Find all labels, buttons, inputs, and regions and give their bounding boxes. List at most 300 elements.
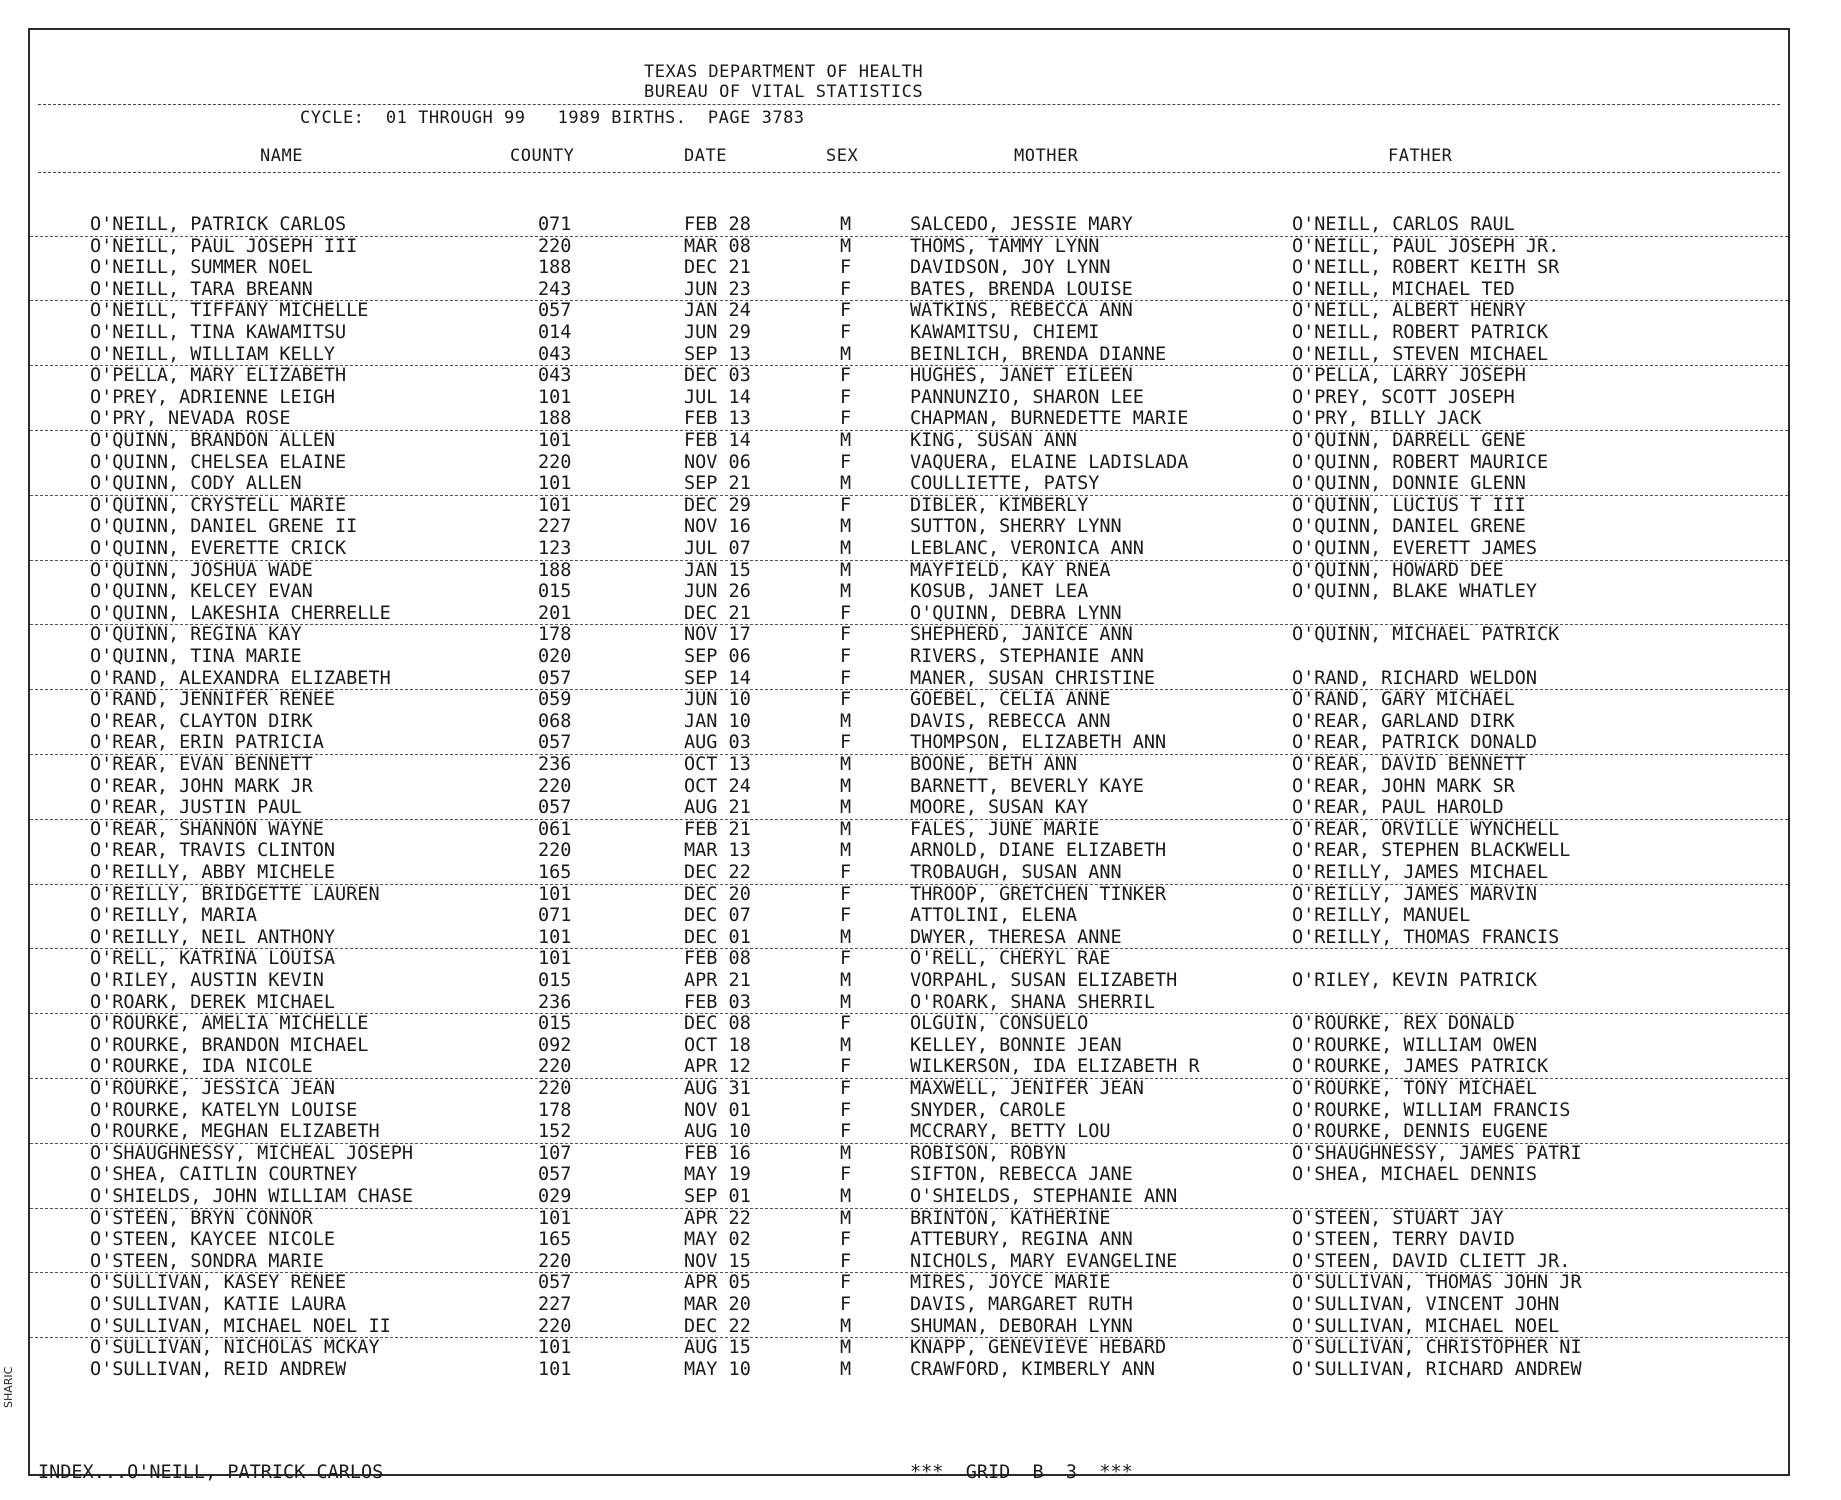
cell-county: 015 xyxy=(538,970,572,991)
table-row xyxy=(30,581,1788,603)
cell-father: O'REAR, PAUL HAROLD xyxy=(1292,797,1504,819)
cell-name: O'QUINN, LAKESHIA CHERRELLE xyxy=(90,602,391,624)
cell-date: DEC 22 xyxy=(684,862,751,883)
cell-date: DEC 21 xyxy=(684,602,751,624)
table-row xyxy=(30,560,1788,582)
table-row xyxy=(30,732,1788,755)
table-row xyxy=(30,603,1788,626)
cell-name: O'REAR, CLAYTON DIRK xyxy=(90,710,313,732)
cell-county: 059 xyxy=(538,689,572,711)
cell-name: O'ROURKE, KATELYN LOUISE xyxy=(90,1099,358,1121)
cell-date: DEC 01 xyxy=(684,926,751,948)
cell-sex: F xyxy=(840,1099,852,1121)
cell-name: O'RILEY, AUSTIN KEVIN xyxy=(90,970,324,991)
table-row xyxy=(30,236,1788,258)
cell-sex: M xyxy=(840,559,852,581)
cell-name: O'NEILL, TINA KAWAMITSU xyxy=(90,322,347,343)
report-frame xyxy=(28,28,1790,1483)
cell-mother: SHEPHERD, JANICE ANN xyxy=(910,624,1133,646)
table-row xyxy=(30,884,1788,906)
cell-date: NOV 16 xyxy=(684,516,751,538)
table-row xyxy=(30,452,1788,474)
cell-father: O'QUINN, DONNIE GLENN xyxy=(1292,473,1526,495)
cell-sex: F xyxy=(840,602,852,624)
cell-mother: MIRES, JOYCE MARIE xyxy=(910,1272,1111,1294)
table-row xyxy=(30,495,1788,517)
cell-mother: ARNOLD, DIANE ELIZABETH xyxy=(910,840,1167,862)
table-row xyxy=(30,322,1788,344)
cell-date: SEP 06 xyxy=(684,646,751,667)
cell-county: 043 xyxy=(538,343,572,365)
cell-mother: KOSUB, JANET LEA xyxy=(910,581,1089,603)
table-row xyxy=(30,1164,1788,1186)
cell-sex: F xyxy=(840,732,852,754)
cell-father: O'REILLY, JAMES MARVIN xyxy=(1292,883,1538,905)
cell-mother: FALES, JUNE MARIE xyxy=(910,818,1100,840)
cell-county: 101 xyxy=(538,948,572,970)
cell-county: 227 xyxy=(538,1294,572,1315)
cell-mother: WILKERSON, IDA ELIZABETH R xyxy=(910,1056,1200,1078)
cell-sex: M xyxy=(840,343,852,365)
cell-mother: DIBLER, KIMBERLY xyxy=(910,494,1089,516)
cell-date: DEC 08 xyxy=(684,1013,751,1035)
cell-county: 101 xyxy=(538,1337,572,1359)
cell-sex: F xyxy=(840,408,852,430)
cell-mother: BARNETT, BEVERLY KAYE xyxy=(910,775,1144,797)
cell-county: 201 xyxy=(538,602,572,624)
cell-name: O'REAR, SHANNON WAYNE xyxy=(90,818,324,840)
cell-date: JUN 10 xyxy=(684,689,751,711)
cell-mother: ATTOLINI, ELENA xyxy=(910,905,1078,927)
cell-father: O'PREY, SCOTT JOSEPH xyxy=(1292,386,1515,408)
cell-county: 057 xyxy=(538,797,572,819)
cell-name: O'SULLIVAN, NICHOLAS MCKAY xyxy=(90,1337,380,1359)
cell-county: 029 xyxy=(538,1186,572,1207)
cell-county: 043 xyxy=(538,365,572,387)
cell-mother: DAVIS, MARGARET RUTH xyxy=(910,1294,1133,1315)
cell-name: O'REILLY, NEIL ANTHONY xyxy=(90,926,336,948)
cell-county: 071 xyxy=(538,905,572,927)
table-row xyxy=(30,840,1788,862)
cell-sex: M xyxy=(840,970,852,991)
cell-name: O'SHAUGHNESSY, MICHEAL JOSEPH xyxy=(90,1142,414,1164)
cell-county: 236 xyxy=(538,754,572,775)
cell-name: O'PRY, NEVADA ROSE xyxy=(90,408,291,430)
cell-county: 188 xyxy=(538,408,572,430)
column-header-county: COUNTY xyxy=(510,146,575,166)
cell-date: FEB 21 xyxy=(684,818,751,840)
cell-name: O'NEILL, SUMMER NOEL xyxy=(90,257,313,279)
cell-county: 220 xyxy=(538,451,572,473)
cell-county: 220 xyxy=(538,840,572,862)
cell-name: O'NEILL, TIFFANY MICHELLE xyxy=(90,300,369,322)
cell-name: O'SHIELDS, JOHN WILLIAM CHASE xyxy=(90,1186,414,1207)
cell-date: AUG 31 xyxy=(684,1078,751,1099)
cell-date: NOV 17 xyxy=(684,624,751,646)
cell-mother: KAWAMITSU, CHIEMI xyxy=(910,322,1100,343)
cell-mother: HUGHES, JANET EILEEN xyxy=(910,365,1133,387)
table-row xyxy=(30,1013,1788,1035)
cell-mother: TROBAUGH, SUSAN ANN xyxy=(910,862,1122,883)
cell-mother: VAQUERA, ELAINE LADISLADA xyxy=(910,451,1189,473)
cell-date: FEB 14 xyxy=(684,430,751,451)
table-row xyxy=(30,1316,1788,1339)
table-row xyxy=(30,538,1788,561)
index-footer: INDEX...O'NEILL, PATRICK CARLOS xyxy=(38,1462,384,1483)
cell-name: O'ROARK, DEREK MICHAEL xyxy=(90,991,336,1013)
column-header-divider xyxy=(38,172,1780,173)
cell-name: O'RAND, ALEXANDRA ELIZABETH xyxy=(90,667,391,689)
cell-name: O'SULLIVAN, REID ANDREW xyxy=(90,1358,347,1380)
cell-father: O'REAR, ORVILLE WYNCHELL xyxy=(1292,818,1560,840)
cell-sex: M xyxy=(840,538,852,559)
cell-father: O'NEILL, ROBERT KEITH SR xyxy=(1292,257,1560,279)
cell-county: 220 xyxy=(538,1315,572,1337)
cell-date: DEC 21 xyxy=(684,257,751,279)
cell-county: 188 xyxy=(538,559,572,581)
cell-sex: F xyxy=(840,1250,852,1272)
cell-date: JUL 07 xyxy=(684,538,751,559)
cell-sex: M xyxy=(840,926,852,948)
cell-sex: F xyxy=(840,883,852,905)
cell-county: 220 xyxy=(538,1078,572,1099)
cell-date: NOV 01 xyxy=(684,1099,751,1121)
cell-father: O'NEILL, PAUL JOSEPH JR. xyxy=(1292,235,1560,257)
cell-sex: M xyxy=(840,1034,852,1056)
cell-date: APR 21 xyxy=(684,970,751,991)
cell-date: DEC 07 xyxy=(684,905,751,927)
cell-date: MAR 08 xyxy=(684,235,751,257)
table-row xyxy=(30,408,1788,431)
cell-name: O'REAR, TRAVIS CLINTON xyxy=(90,840,336,862)
grid-footer: *** GRID B 3 *** xyxy=(910,1462,1133,1483)
cell-county: 178 xyxy=(538,1099,572,1121)
cell-name: O'STEEN, SONDRA MARIE xyxy=(90,1250,324,1272)
table-row xyxy=(30,1251,1788,1274)
cell-father: O'SULLIVAN, CHRISTOPHER NI xyxy=(1292,1337,1582,1359)
cell-county: 101 xyxy=(538,1207,572,1229)
cell-county: 101 xyxy=(538,386,572,408)
cell-mother: VORPAHL, SUSAN ELIZABETH xyxy=(910,970,1178,991)
cell-date: JAN 10 xyxy=(684,710,751,732)
cell-date: AUG 15 xyxy=(684,1337,751,1359)
cell-county: 071 xyxy=(538,214,572,235)
cell-date: JAN 24 xyxy=(684,300,751,322)
cell-mother: THOMS, TAMMY LYNN xyxy=(910,235,1100,257)
cell-name: O'SHEA, CAITLIN COURTNEY xyxy=(90,1164,358,1186)
cell-father: O'REAR, GARLAND DIRK xyxy=(1292,710,1515,732)
cell-date: MAR 20 xyxy=(684,1294,751,1315)
cell-father: O'ROURKE, JAMES PATRICK xyxy=(1292,1056,1549,1078)
cell-father: O'QUINN, HOWARD DEE xyxy=(1292,559,1504,581)
cell-mother: ATTEBURY, REGINA ANN xyxy=(910,1229,1133,1251)
cell-mother: DAVIDSON, JOY LYNN xyxy=(910,257,1111,279)
cell-sex: M xyxy=(840,1315,852,1337)
table-row xyxy=(30,1229,1788,1251)
cell-father: O'REILLY, JAMES MICHAEL xyxy=(1292,862,1549,883)
cell-mother: DWYER, THERESA ANNE xyxy=(910,926,1122,948)
cell-name: O'NEILL, TARA BREANN xyxy=(90,278,313,300)
cell-mother: THOMPSON, ELIZABETH ANN xyxy=(910,732,1167,754)
cell-date: MAY 02 xyxy=(684,1229,751,1251)
cell-father: O'STEEN, DAVID CLIETT JR. xyxy=(1292,1250,1571,1272)
cell-county: 220 xyxy=(538,235,572,257)
cell-father: O'STEEN, TERRY DAVID xyxy=(1292,1229,1515,1251)
cell-sex: F xyxy=(840,386,852,408)
cell-name: O'SULLIVAN, KASEY RENEE xyxy=(90,1272,347,1294)
cell-father: O'QUINN, LUCIUS T III xyxy=(1292,494,1526,516)
cell-sex: M xyxy=(840,754,852,775)
cell-sex: M xyxy=(840,710,852,732)
cell-father: O'RAND, RICHARD WELDON xyxy=(1292,667,1538,689)
cell-father: O'REAR, STEPHEN BLACKWELL xyxy=(1292,840,1571,862)
table-row xyxy=(30,1035,1788,1057)
table-row xyxy=(30,711,1788,733)
cell-sex: F xyxy=(840,322,852,343)
cell-mother: O'QUINN, DEBRA LYNN xyxy=(910,602,1122,624)
cell-sex: M xyxy=(840,1207,852,1229)
table-row xyxy=(30,862,1788,885)
cell-date: DEC 20 xyxy=(684,883,751,905)
cell-name: O'SULLIVAN, KATIE LAURA xyxy=(90,1294,347,1315)
table-row xyxy=(30,365,1788,387)
column-header-date: DATE xyxy=(684,146,727,166)
cell-date: MAR 13 xyxy=(684,840,751,862)
cell-county: 220 xyxy=(538,1250,572,1272)
cell-sex: M xyxy=(840,991,852,1013)
cell-date: FEB 28 xyxy=(684,214,751,235)
cell-sex: M xyxy=(840,430,852,451)
cell-name: O'QUINN, REGINA KAY xyxy=(90,624,302,646)
table-row xyxy=(30,1359,1788,1381)
cell-mother: SHUMAN, DEBORAH LYNN xyxy=(910,1315,1133,1337)
cell-date: JUN 26 xyxy=(684,581,751,603)
cell-father: O'NEILL, ROBERT PATRICK xyxy=(1292,322,1549,343)
cell-father: O'SULLIVAN, VINCENT JOHN xyxy=(1292,1294,1560,1315)
table-row xyxy=(30,776,1788,798)
cell-mother: OLGUIN, CONSUELO xyxy=(910,1013,1089,1035)
column-header-name: NAME xyxy=(260,146,303,166)
header-divider xyxy=(38,104,1780,105)
cell-father: O'QUINN, DANIEL GRENE xyxy=(1292,516,1526,538)
cell-mother: SNYDER, CAROLE xyxy=(910,1099,1066,1121)
cell-name: O'QUINN, TINA MARIE xyxy=(90,646,302,667)
cell-father: O'SHEA, MICHAEL DENNIS xyxy=(1292,1164,1538,1186)
report-subtitle: BUREAU OF VITAL STATISTICS xyxy=(644,82,924,102)
cell-sex: F xyxy=(840,862,852,883)
cell-sex: M xyxy=(840,516,852,538)
cell-father: O'REAR, JOHN MARK SR xyxy=(1292,775,1515,797)
table-row xyxy=(30,1121,1788,1144)
cell-county: 014 xyxy=(538,322,572,343)
cell-date: FEB 16 xyxy=(684,1142,751,1164)
cell-name: O'QUINN, KELCEY EVAN xyxy=(90,581,313,603)
cell-county: 220 xyxy=(538,1056,572,1078)
cell-county: 020 xyxy=(538,646,572,667)
cell-date: JAN 15 xyxy=(684,559,751,581)
cell-county: 015 xyxy=(538,1013,572,1035)
table-row xyxy=(30,1294,1788,1316)
cell-date: JUL 14 xyxy=(684,386,751,408)
cell-date: DEC 03 xyxy=(684,365,751,387)
cell-sex: F xyxy=(840,1078,852,1099)
table-row xyxy=(30,1186,1788,1209)
cell-mother: MCCRARY, BETTY LOU xyxy=(910,1121,1111,1143)
cell-county: 220 xyxy=(538,775,572,797)
cell-name: O'RELL, KATRINA LOUISA xyxy=(90,948,336,970)
cell-date: APR 12 xyxy=(684,1056,751,1078)
cell-sex: M xyxy=(840,775,852,797)
cell-sex: F xyxy=(840,1272,852,1294)
cell-mother: THROOP, GRETCHEN TINKER xyxy=(910,883,1167,905)
cell-father: O'SULLIVAN, RICHARD ANDREW xyxy=(1292,1358,1582,1380)
cell-sex: F xyxy=(840,365,852,387)
cell-mother: KNAPP, GENEVIEVE HEBARD xyxy=(910,1337,1167,1359)
cell-date: AUG 03 xyxy=(684,732,751,754)
cell-name: O'SULLIVAN, MICHAEL NOEL II xyxy=(90,1315,391,1337)
cell-sex: F xyxy=(840,451,852,473)
cell-sex: F xyxy=(840,1164,852,1186)
cell-mother: SUTTON, SHERRY LYNN xyxy=(910,516,1122,538)
table-row xyxy=(30,1272,1788,1294)
cell-mother: NICHOLS, MARY EVANGELINE xyxy=(910,1250,1178,1272)
column-header-mother: MOTHER xyxy=(1014,146,1079,166)
cell-date: FEB 08 xyxy=(684,948,751,970)
cell-name: O'REAR, EVAN BENNETT xyxy=(90,754,313,775)
report-cycle: CYCLE: 01 THROUGH 99 1989 BIRTHS. PAGE 3783 xyxy=(300,108,805,128)
cell-father: O'REILLY, THOMAS FRANCIS xyxy=(1292,926,1560,948)
cell-date: OCT 24 xyxy=(684,775,751,797)
cell-name: O'RAND, JENNIFER RENEE xyxy=(90,689,336,711)
cell-county: 057 xyxy=(538,732,572,754)
cell-mother: SIFTON, REBECCA JANE xyxy=(910,1164,1133,1186)
cell-sex: F xyxy=(840,278,852,300)
cell-date: APR 22 xyxy=(684,1207,751,1229)
cell-sex: M xyxy=(840,840,852,862)
cell-mother: CHAPMAN, BURNEDETTE MARIE xyxy=(910,408,1189,430)
cell-date: NOV 06 xyxy=(684,451,751,473)
cell-mother: RIVERS, STEPHANIE ANN xyxy=(910,646,1144,667)
cell-name: O'ROURKE, IDA NICOLE xyxy=(90,1056,313,1078)
cell-date: FEB 03 xyxy=(684,991,751,1013)
cell-mother: CRAWFORD, KIMBERLY ANN xyxy=(910,1358,1156,1380)
cell-sex: M xyxy=(840,1337,852,1359)
cell-county: 015 xyxy=(538,581,572,603)
cell-mother: MAYFIELD, KAY RNEA xyxy=(910,559,1111,581)
table-row xyxy=(30,905,1788,927)
table-row xyxy=(30,473,1788,496)
cell-father: O'PELLA, LARRY JOSEPH xyxy=(1292,365,1526,387)
cell-county: 101 xyxy=(538,494,572,516)
cell-sex: F xyxy=(840,1013,852,1035)
table-row xyxy=(30,516,1788,538)
cell-date: FEB 13 xyxy=(684,408,751,430)
cell-name: O'NEILL, WILLIAM KELLY xyxy=(90,343,336,365)
table-row xyxy=(30,1078,1788,1100)
cell-father: O'ROURKE, WILLIAM FRANCIS xyxy=(1292,1099,1571,1121)
cell-mother: PANNUNZIO, SHARON LEE xyxy=(910,386,1144,408)
cell-date: AUG 21 xyxy=(684,797,751,819)
cell-name: O'NEILL, PATRICK CARLOS xyxy=(90,214,347,235)
cell-date: AUG 10 xyxy=(684,1121,751,1143)
cell-name: O'QUINN, CODY ALLEN xyxy=(90,473,302,495)
cell-name: O'QUINN, CRYSTELL MARIE xyxy=(90,494,347,516)
cell-date: JUN 23 xyxy=(684,278,751,300)
cell-date: APR 05 xyxy=(684,1272,751,1294)
cell-county: 152 xyxy=(538,1121,572,1143)
cell-sex: M xyxy=(840,235,852,257)
cell-county: 243 xyxy=(538,278,572,300)
cell-mother: BRINTON, KATHERINE xyxy=(910,1207,1111,1229)
cell-name: O'STEEN, KAYCEE NICOLE xyxy=(90,1229,336,1251)
table-row xyxy=(30,430,1788,452)
table-row xyxy=(30,1337,1788,1359)
column-header-father: FATHER xyxy=(1388,146,1453,166)
cell-county: 057 xyxy=(538,300,572,322)
table-row xyxy=(30,1208,1788,1230)
cell-mother: MANER, SUSAN CHRISTINE xyxy=(910,667,1156,689)
cell-mother: WATKINS, REBECCA ANN xyxy=(910,300,1133,322)
cell-sex: F xyxy=(840,1121,852,1143)
cell-county: 101 xyxy=(538,926,572,948)
cell-county: 227 xyxy=(538,516,572,538)
cell-father: O'NEILL, MICHAEL TED xyxy=(1292,278,1515,300)
table-row xyxy=(30,646,1788,668)
cell-father: O'RILEY, KEVIN PATRICK xyxy=(1292,970,1538,991)
table-row xyxy=(30,1100,1788,1122)
cell-father: O'RAND, GARY MICHAEL xyxy=(1292,689,1515,711)
cell-date: SEP 01 xyxy=(684,1186,751,1207)
cell-father: O'PRY, BILLY JACK xyxy=(1292,408,1482,430)
cell-date: OCT 13 xyxy=(684,754,751,775)
cell-name: O'QUINN, CHELSEA ELAINE xyxy=(90,451,347,473)
cell-mother: O'ROARK, SHANA SHERRIL xyxy=(910,991,1156,1013)
cell-mother: BOONE, BETH ANN xyxy=(910,754,1078,775)
cell-father: O'NEILL, STEVEN MICHAEL xyxy=(1292,343,1549,365)
cell-father: O'ROURKE, WILLIAM OWEN xyxy=(1292,1034,1538,1056)
cell-county: 068 xyxy=(538,710,572,732)
cell-date: SEP 14 xyxy=(684,667,751,689)
cell-name: O'REAR, ERIN PATRICIA xyxy=(90,732,324,754)
cell-county: 236 xyxy=(538,991,572,1013)
table-row xyxy=(30,819,1788,841)
cell-name: O'REILLY, ABBY MICHELE xyxy=(90,862,336,883)
cell-father: O'SULLIVAN, MICHAEL NOEL xyxy=(1292,1315,1560,1337)
cell-father: O'REILLY, MANUEL xyxy=(1292,905,1471,927)
table-row xyxy=(30,1143,1788,1165)
table-row xyxy=(30,279,1788,302)
cell-mother: MOORE, SUSAN KAY xyxy=(910,797,1089,819)
cell-father: O'SHAUGHNESSY, JAMES PATRI xyxy=(1292,1142,1582,1164)
cell-date: SEP 13 xyxy=(684,343,751,365)
cell-father: O'ROURKE, REX DONALD xyxy=(1292,1013,1515,1035)
cell-date: NOV 15 xyxy=(684,1250,751,1272)
cell-father: O'QUINN, DARRELL GENE xyxy=(1292,430,1526,451)
cell-date: JUN 29 xyxy=(684,322,751,343)
table-row xyxy=(30,668,1788,691)
cell-name: O'QUINN, EVERETTE CRICK xyxy=(90,538,347,559)
cell-father: O'QUINN, BLAKE WHATLEY xyxy=(1292,581,1538,603)
cell-county: 123 xyxy=(538,538,572,559)
cell-mother: O'RELL, CHERYL RAE xyxy=(910,948,1111,970)
cell-father: O'QUINN, MICHAEL PATRICK xyxy=(1292,624,1560,646)
column-header-sex: SEX xyxy=(826,146,859,166)
report-title: TEXAS DEPARTMENT OF HEALTH xyxy=(644,62,924,82)
cell-name: O'QUINN, DANIEL GRENE II xyxy=(90,516,358,538)
cell-name: O'ROURKE, AMELIA MICHELLE xyxy=(90,1013,369,1035)
cell-sex: M xyxy=(840,1186,852,1207)
cell-sex: M xyxy=(840,214,852,235)
